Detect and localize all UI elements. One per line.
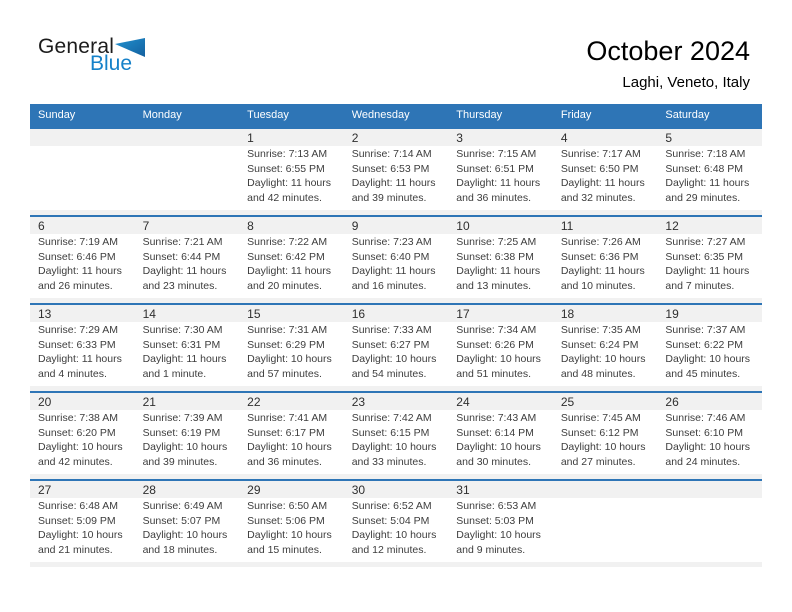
day-number: 17 <box>456 307 470 321</box>
day-number: 12 <box>665 219 679 233</box>
sunset-text: Sunset: 5:09 PM <box>38 514 116 527</box>
daylight-text: Daylight: 11 hours <box>456 177 541 189</box>
day-cell <box>344 323 449 384</box>
day-cell <box>135 323 240 384</box>
day-cell <box>344 147 449 208</box>
day-number: 11 <box>560 219 574 233</box>
logo-text-general: General <box>38 35 115 58</box>
logo-text-blue: Blue <box>90 52 133 75</box>
daylight-text-2: and 45 minutes. <box>665 367 741 380</box>
sunset-text: Sunset: 6:29 PM <box>247 338 325 351</box>
daylight-text-2: and 4 minutes. <box>38 367 107 380</box>
sunrise-text: Sunrise: 6:50 AM <box>247 500 328 512</box>
weekday-header: Friday <box>560 109 592 121</box>
day-cell <box>135 499 240 560</box>
day-number: 23 <box>351 395 366 409</box>
sunrise-text: Sunrise: 7:14 AM <box>351 148 432 160</box>
day-number: 26 <box>665 395 679 409</box>
sunrise-text: Sunrise: 7:35 AM <box>560 324 641 336</box>
day-cell <box>135 411 240 472</box>
daylight-text: Daylight: 10 hours <box>351 353 437 365</box>
day-cell <box>448 147 553 208</box>
daylight-text: Daylight: 10 hours <box>665 353 751 365</box>
day-number: 4 <box>560 131 568 145</box>
daylight-text: Daylight: 10 hours <box>456 441 541 453</box>
daylight-text-2: and 20 minutes. <box>247 279 322 292</box>
sunrise-text: Sunrise: 7:30 AM <box>142 324 223 336</box>
sunset-text: Sunset: 6:10 PM <box>665 426 744 439</box>
day-number: 19 <box>665 307 679 321</box>
daylight-text: Daylight: 10 hours <box>456 529 541 541</box>
daylight-text: Daylight: 10 hours <box>456 353 541 365</box>
day-number: 20 <box>38 395 52 409</box>
daylight-text-2: and 21 minutes. <box>38 543 113 556</box>
day-cell <box>553 147 658 208</box>
daylight-text-2: and 51 minutes. <box>456 367 531 380</box>
daylight-text-2: and 24 minutes. <box>665 455 741 468</box>
day-number: 2 <box>351 131 359 145</box>
day-number: 1 <box>247 131 254 145</box>
sunrise-text: Sunrise: 7:17 AM <box>560 148 641 160</box>
daylight-text-2: and 30 minutes. <box>456 455 531 468</box>
daylight-text-2: and 13 minutes. <box>456 279 531 292</box>
week-row <box>30 215 762 303</box>
day-number: 13 <box>38 307 52 321</box>
sunset-text: Sunset: 6:55 PM <box>247 162 325 175</box>
daylight-text-2: and 1 minute. <box>142 367 207 380</box>
day-number: 30 <box>351 483 366 497</box>
page-title: October 2024 <box>586 36 750 66</box>
day-cell <box>553 235 658 296</box>
sunrise-text: Sunrise: 7:45 AM <box>560 412 641 424</box>
day-number <box>657 481 762 498</box>
day-number <box>30 129 135 146</box>
day-number: 29 <box>247 483 261 497</box>
daylight-text: Daylight: 11 hours <box>560 177 645 189</box>
daylight-text: Daylight: 11 hours <box>247 265 331 277</box>
daylight-text: Daylight: 11 hours <box>665 177 750 189</box>
daylight-text: Daylight: 11 hours <box>142 265 227 277</box>
sunset-text: Sunset: 6:15 PM <box>351 426 430 439</box>
day-number: 9 <box>351 219 359 233</box>
sunset-text: Sunset: 5:03 PM <box>456 514 534 527</box>
day-cell <box>553 499 658 560</box>
daylight-text: Daylight: 11 hours <box>247 177 331 189</box>
day-cell <box>239 147 344 208</box>
daylight-text-2: and 39 minutes. <box>351 191 427 204</box>
daylight-text-2: and 29 minutes. <box>665 191 741 204</box>
sunrise-text: Sunrise: 7:29 AM <box>38 324 118 336</box>
daylight-text: Daylight: 10 hours <box>142 441 228 453</box>
day-number: 8 <box>247 219 254 233</box>
week-row <box>30 391 762 479</box>
sunset-text: Sunset: 5:04 PM <box>351 514 430 527</box>
calendar-body <box>30 127 762 567</box>
sunset-text: Sunset: 6:42 PM <box>247 250 325 263</box>
daylight-text: Daylight: 11 hours <box>142 353 227 365</box>
daylight-text: Daylight: 10 hours <box>351 529 437 541</box>
sunrise-text: Sunrise: 7:13 AM <box>247 148 328 160</box>
daylight-text: Daylight: 10 hours <box>38 441 123 453</box>
week-row <box>30 479 762 567</box>
sunset-text: Sunset: 6:19 PM <box>142 426 221 439</box>
sunset-text: Sunset: 6:53 PM <box>351 162 430 175</box>
day-cell <box>344 411 449 472</box>
weekday-header: Monday <box>142 109 182 121</box>
day-number <box>553 481 658 498</box>
day-number: 6 <box>38 219 45 233</box>
daylight-text-2: and 36 minutes. <box>456 191 531 204</box>
day-number: 10 <box>456 219 470 233</box>
daylight-text-2: and 26 minutes. <box>38 279 113 292</box>
sunset-text: Sunset: 6:33 PM <box>38 338 116 351</box>
sunrise-text: Sunrise: 7:23 AM <box>351 236 432 248</box>
daylight-text: Daylight: 10 hours <box>560 353 646 365</box>
daylight-text-2: and 32 minutes. <box>560 191 636 204</box>
day-cell <box>30 235 135 296</box>
sunset-text: Sunset: 6:27 PM <box>351 338 430 351</box>
sunset-text: Sunset: 6:14 PM <box>456 426 534 439</box>
sunset-text: Sunset: 6:46 PM <box>38 250 116 263</box>
daylight-text-2: and 18 minutes. <box>142 543 218 556</box>
day-cell <box>657 147 762 208</box>
daylight-text-2: and 42 minutes. <box>247 191 322 204</box>
sunset-text: Sunset: 5:07 PM <box>142 514 221 527</box>
daylight-text-2: and 12 minutes. <box>351 543 427 556</box>
sunrise-text: Sunrise: 7:38 AM <box>38 412 118 424</box>
sunrise-text: Sunrise: 7:15 AM <box>456 148 537 160</box>
sunrise-text: Sunrise: 6:52 AM <box>351 500 432 512</box>
sunset-text: Sunset: 6:24 PM <box>560 338 639 351</box>
daylight-text: Daylight: 11 hours <box>665 265 750 277</box>
day-number: 24 <box>456 395 470 409</box>
day-cell <box>239 323 344 384</box>
daylight-text-2: and 54 minutes. <box>351 367 427 380</box>
daylight-text: Daylight: 10 hours <box>351 441 437 453</box>
day-cell <box>448 235 553 296</box>
day-cell <box>135 235 240 296</box>
weekday-header: Tuesday <box>247 109 289 121</box>
day-cell <box>239 411 344 472</box>
daylight-text: Daylight: 11 hours <box>38 265 122 277</box>
daylight-text: Daylight: 11 hours <box>351 265 436 277</box>
day-cell <box>448 411 553 472</box>
daylight-text: Daylight: 10 hours <box>560 441 646 453</box>
day-number: 14 <box>142 307 156 321</box>
daylight-text-2: and 33 minutes. <box>351 455 427 468</box>
daylight-text: Daylight: 10 hours <box>247 353 332 365</box>
day-number: 22 <box>247 395 261 409</box>
day-cell <box>30 411 135 472</box>
day-cell <box>239 499 344 560</box>
day-cell <box>30 147 135 208</box>
day-cell <box>553 323 658 384</box>
general-blue-logo <box>38 36 145 74</box>
daylight-text: Daylight: 10 hours <box>247 441 332 453</box>
sunset-text: Sunset: 6:40 PM <box>351 250 430 263</box>
day-cell <box>135 147 240 208</box>
day-cell <box>30 323 135 384</box>
day-number: 18 <box>560 307 575 321</box>
sunset-text: Sunset: 6:38 PM <box>456 250 534 263</box>
sunrise-text: Sunrise: 6:49 AM <box>142 500 223 512</box>
sunrise-text: Sunrise: 7:21 AM <box>142 236 223 248</box>
day-cell <box>448 323 553 384</box>
day-number: 27 <box>38 483 52 497</box>
daylight-text-2: and 15 minutes. <box>247 543 322 556</box>
daylight-text: Daylight: 11 hours <box>351 177 436 189</box>
daylight-text: Daylight: 10 hours <box>38 529 123 541</box>
weekday-header: Wednesday <box>351 109 410 121</box>
day-number: 25 <box>560 395 575 409</box>
daylight-text-2: and 9 minutes. <box>456 543 526 556</box>
sunrise-text: Sunrise: 7:18 AM <box>665 148 746 160</box>
weekday-header: Saturday <box>665 109 710 121</box>
day-number <box>135 129 240 146</box>
daylight-text-2: and 36 minutes. <box>247 455 322 468</box>
weekday-header: Thursday <box>456 109 503 121</box>
sunset-text: Sunset: 6:31 PM <box>142 338 221 351</box>
sunrise-text: Sunrise: 7:33 AM <box>351 324 432 336</box>
day-number: 3 <box>456 131 463 145</box>
day-number: 21 <box>142 395 156 409</box>
sunrise-text: Sunrise: 7:19 AM <box>38 236 118 248</box>
sunset-text: Sunset: 6:36 PM <box>560 250 639 263</box>
daylight-text-2: and 57 minutes. <box>247 367 322 380</box>
sunrise-text: Sunrise: 6:53 AM <box>456 500 537 512</box>
sunset-text: Sunset: 6:22 PM <box>665 338 744 351</box>
sunset-text: Sunset: 6:44 PM <box>142 250 221 263</box>
sunset-text: Sunset: 6:12 PM <box>560 426 639 439</box>
daylight-text-2: and 7 minutes. <box>665 279 735 292</box>
daylight-text: Daylight: 10 hours <box>247 529 332 541</box>
day-cell <box>657 235 762 296</box>
daylight-text: Daylight: 11 hours <box>38 353 122 365</box>
sunrise-text: Sunrise: 7:26 AM <box>560 236 641 248</box>
sunrise-text: Sunrise: 7:42 AM <box>351 412 432 424</box>
weekday-header-row <box>30 104 762 127</box>
weekday-header: Sunday <box>38 109 76 121</box>
sunrise-text: Sunrise: 7:39 AM <box>142 412 223 424</box>
day-cell <box>657 499 762 560</box>
day-cell <box>239 235 344 296</box>
day-cell <box>657 323 762 384</box>
page-header <box>30 36 762 96</box>
daylight-text-2: and 23 minutes. <box>142 279 218 292</box>
daylight-text: Daylight: 11 hours <box>456 265 541 277</box>
sunset-text: Sunset: 6:50 PM <box>560 162 639 175</box>
day-number: 16 <box>351 307 366 321</box>
sunrise-text: Sunrise: 7:43 AM <box>456 412 537 424</box>
day-number: 31 <box>456 483 470 497</box>
daylight-text-2: and 48 minutes. <box>560 367 636 380</box>
sunrise-text: Sunrise: 7:37 AM <box>665 324 746 336</box>
sunrise-text: Sunrise: 7:22 AM <box>247 236 328 248</box>
day-number: 28 <box>142 483 156 497</box>
sunrise-text: Sunrise: 7:34 AM <box>456 324 537 336</box>
day-cell <box>657 411 762 472</box>
day-cell <box>30 499 135 560</box>
day-number: 7 <box>142 219 150 233</box>
sunset-text: Sunset: 6:51 PM <box>456 162 534 175</box>
sunset-text: Sunset: 6:20 PM <box>38 426 116 439</box>
day-cell <box>344 235 449 296</box>
daylight-text-2: and 10 minutes. <box>560 279 636 292</box>
sunset-text: Sunset: 6:35 PM <box>665 250 744 263</box>
sunrise-text: Sunrise: 7:46 AM <box>665 412 746 424</box>
daylight-text-2: and 27 minutes. <box>560 455 636 468</box>
title-block <box>586 36 762 91</box>
sunrise-text: Sunrise: 7:31 AM <box>247 324 328 336</box>
daylight-text: Daylight: 11 hours <box>560 265 645 277</box>
day-cell <box>344 499 449 560</box>
week-row <box>30 303 762 391</box>
daylight-text: Daylight: 10 hours <box>665 441 751 453</box>
sunset-text: Sunset: 5:06 PM <box>247 514 325 527</box>
daylight-text-2: and 16 minutes. <box>351 279 427 292</box>
day-number: 15 <box>247 307 261 321</box>
day-cell <box>448 499 553 560</box>
sunrise-text: Sunrise: 7:27 AM <box>665 236 746 248</box>
sunset-text: Sunset: 6:48 PM <box>665 162 744 175</box>
day-cell <box>553 411 658 472</box>
daylight-text-2: and 39 minutes. <box>142 455 218 468</box>
sunrise-text: Sunrise: 7:25 AM <box>456 236 537 248</box>
page-subtitle: Laghi, Veneto, Italy <box>622 74 750 92</box>
sunset-text: Sunset: 6:17 PM <box>247 426 325 439</box>
calendar <box>30 104 762 567</box>
daylight-text-2: and 42 minutes. <box>38 455 113 468</box>
sunset-text: Sunset: 6:26 PM <box>456 338 534 351</box>
daylight-text: Daylight: 10 hours <box>142 529 228 541</box>
sunrise-text: Sunrise: 7:41 AM <box>247 412 328 424</box>
week-row <box>30 127 762 215</box>
sunrise-text: Sunrise: 6:48 AM <box>38 500 118 512</box>
day-number: 5 <box>665 131 673 145</box>
